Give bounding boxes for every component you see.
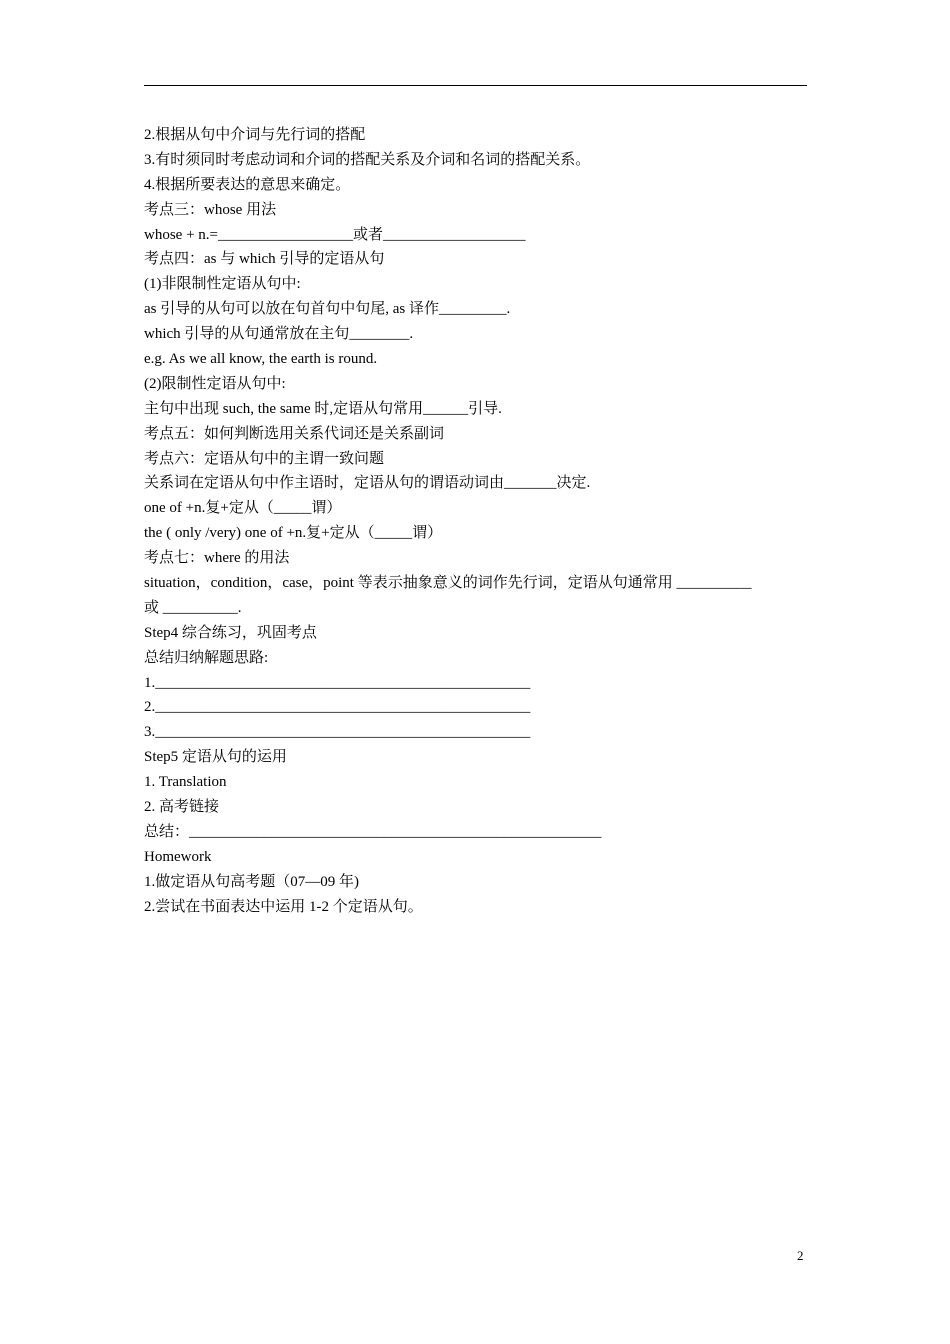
section-heading: 考点四：as 与 which 引导的定语从句 <box>144 251 385 268</box>
text-line: 2.根据从句中介词与先行词的搭配 <box>144 127 366 143</box>
text-line: (1)非限制性定语从句中: <box>144 276 301 293</box>
text-line: one of +n.复+定从（_____谓） <box>144 500 342 517</box>
document-body <box>144 123 810 920</box>
text-line: situation，condition，case，point 等表示抽象意义的词作先行词，定语从句通常用 __________ <box>144 575 752 592</box>
text-line: 关系词在定语从句中作主语时，定语从句的谓语动词由_______决定. <box>144 475 591 492</box>
text-line: 3.有时须同时考虑动词和介词的搭配关系及介词和名词的搭配关系。 <box>144 151 591 168</box>
text-line: the ( only /very) one of +n.复+定从（_____谓） <box>144 525 443 542</box>
answer-blank-line: 1.__________________________________________________ <box>144 674 531 691</box>
text-line: 或 __________. <box>144 599 242 616</box>
section-heading: 考点六：定语从句中的主谓一致问题 <box>144 450 385 467</box>
section-heading: Homework <box>144 848 212 865</box>
text-line: as 引导的从句可以放在句首句中句尾, as 译作_________. <box>144 301 511 318</box>
text-line: e.g. As we all know, the earth is round. <box>144 351 378 368</box>
text-line: whose + n.=__________________或者___________________ <box>144 226 526 243</box>
text-line: which 引导的从句通常放在主句________. <box>144 326 414 343</box>
page-number: 2 <box>797 1248 804 1263</box>
text-line: 2.尝试在书面表达中运用 1-2 个定语从句。 <box>144 898 423 915</box>
text-line: 总结归纳解题思路: <box>144 649 269 666</box>
section-heading: Step4 综合练习，巩固考点 <box>144 624 317 641</box>
text-line: (2)限制性定语从句中: <box>144 375 286 392</box>
text-line: 2. 高考链接 <box>144 799 220 816</box>
answer-blank-line: 2.__________________________________________________ <box>144 699 531 716</box>
section-heading: 考点三：whose 用法 <box>144 201 277 218</box>
summary-line: 总结：_______________________________________________________ <box>144 823 602 840</box>
text-line: 1. Translation <box>144 774 227 791</box>
text-line: 主句中出现 such, the same 时,定语从句常用______引导. <box>144 400 502 417</box>
section-heading: 考点五：如何判断选用关系代词还是关系副词 <box>144 425 445 442</box>
answer-blank-line: 3.__________________________________________________ <box>144 724 531 741</box>
section-heading: Step5 定语从句的运用 <box>144 749 287 766</box>
section-heading: 考点七：where 的用法 <box>144 550 290 567</box>
text-line: 1.做定语从句高考题（07—09 年) <box>144 873 359 890</box>
text-line: 4.根据所要表达的意思来确定。 <box>144 176 351 193</box>
header-rule <box>144 85 807 86</box>
